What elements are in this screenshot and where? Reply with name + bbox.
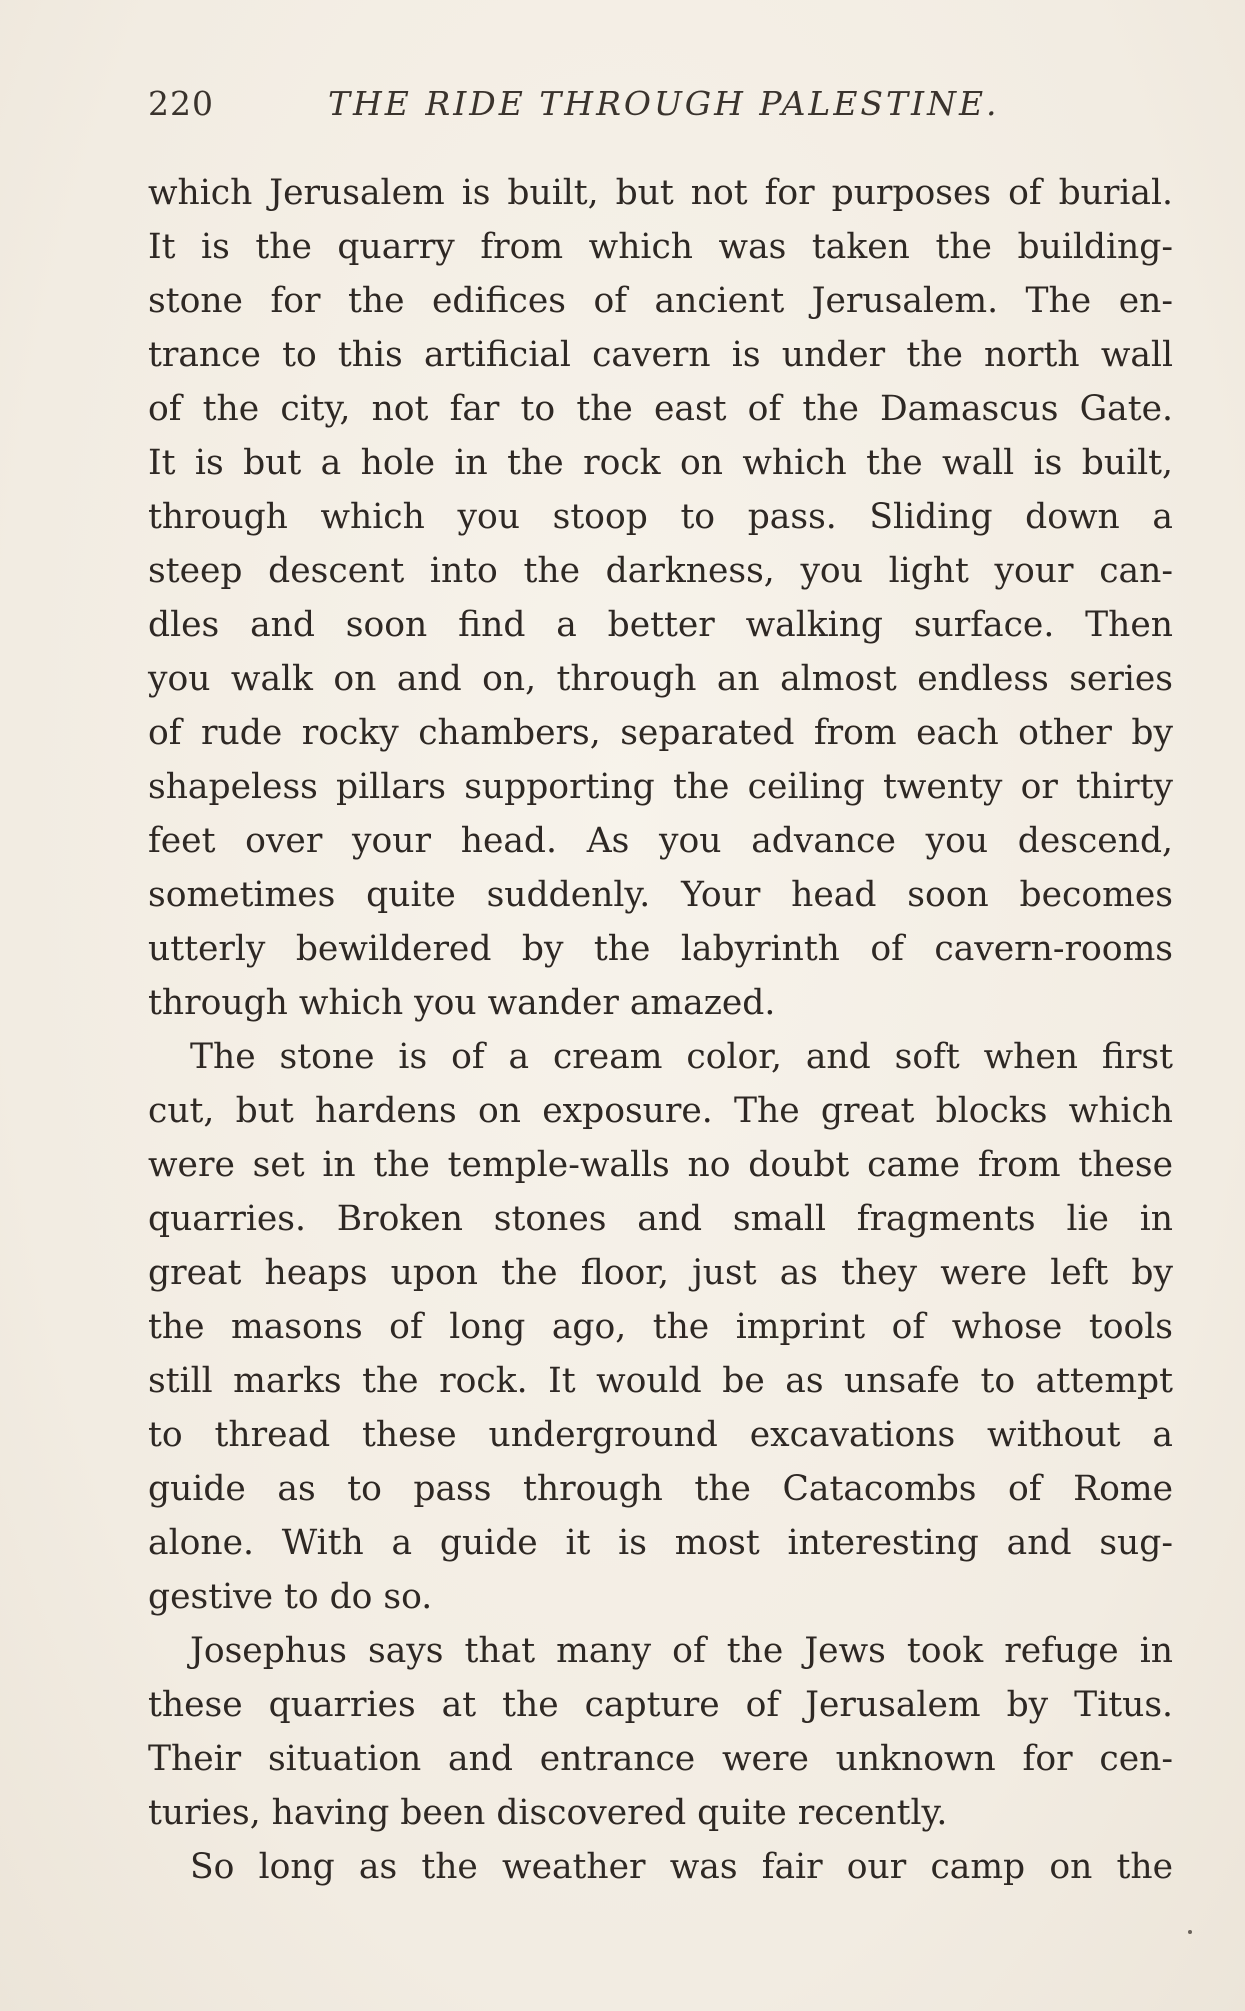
text-line: you walk on and on, through an almost endless series (148, 659, 1173, 699)
text-line: It is but a hole in the rock on which the wall is built, (148, 443, 1173, 483)
text-line: the masons of long ago, the imprint of whose tools (148, 1307, 1173, 1347)
text-line: which Jerusalem is built, but not for purposes of burial. (148, 173, 1173, 213)
running-title: THE RIDE THROUGH PALESTINE. (328, 84, 1000, 123)
text-line: stone for the edifices of ancient Jerusalem. The en- (148, 281, 1173, 321)
text-line: sometimes quite suddenly. Your head soon becomes (148, 875, 1173, 915)
text-line: Their situation and entrance were unknown for cen- (148, 1739, 1173, 1779)
text-line: through which you wander amazed. (148, 983, 776, 1023)
text-line: utterly bewildered by the labyrinth of cavern-rooms (148, 929, 1173, 969)
text-line: to thread these underground excavations without a (148, 1415, 1173, 1455)
paragraph-start-line: Josephus says that many of the Jews took refuge in (190, 1631, 1173, 1671)
page-number: 220 (148, 84, 214, 123)
text-line: feet over your head. As you advance you descend, (148, 821, 1173, 861)
paragraph-start-line: So long as the weather was fair our camp on the (190, 1847, 1173, 1887)
paper-speck (1188, 1930, 1192, 1934)
text-line: through which you stoop to pass. Sliding down a (148, 497, 1173, 537)
text-line: quarries. Broken stones and small fragments lie in (148, 1199, 1173, 1239)
text-line: gestive to do so. (148, 1577, 433, 1617)
text-line: great heaps upon the floor, just as they were left by (148, 1253, 1173, 1293)
text-line: It is the quarry from which was taken the building- (148, 227, 1173, 267)
text-line: cut, but hardens on exposure. The great blocks which (148, 1091, 1173, 1131)
text-line: steep descent into the darkness, you light your can- (148, 551, 1173, 591)
text-line: guide as to pass through the Catacombs of Rome (148, 1469, 1173, 1509)
text-line: these quarries at the capture of Jerusalem by Titus. (148, 1685, 1173, 1725)
text-line: of the city, not far to the east of the Damascus Gate. (148, 389, 1173, 429)
text-line: dles and soon find a better walking surface. Then (148, 605, 1173, 645)
text-line: turies, having been discovered quite recently. (148, 1793, 948, 1833)
text-line: shapeless pillars supporting the ceiling twenty or thirty (148, 767, 1173, 807)
page-header (148, 84, 1108, 134)
paragraph-start-line: The stone is of a cream color, and soft when first (190, 1037, 1173, 1077)
text-line: of rude rocky chambers, separated from each other by (148, 713, 1173, 753)
text-line: alone. With a guide it is most interesting and sug- (148, 1523, 1173, 1563)
text-line: still marks the rock. It would be as unsafe to attempt (148, 1361, 1173, 1401)
text-line: trance to this artificial cavern is under the north wall (148, 335, 1173, 375)
text-line: were set in the temple-walls no doubt came from these (148, 1145, 1173, 1185)
